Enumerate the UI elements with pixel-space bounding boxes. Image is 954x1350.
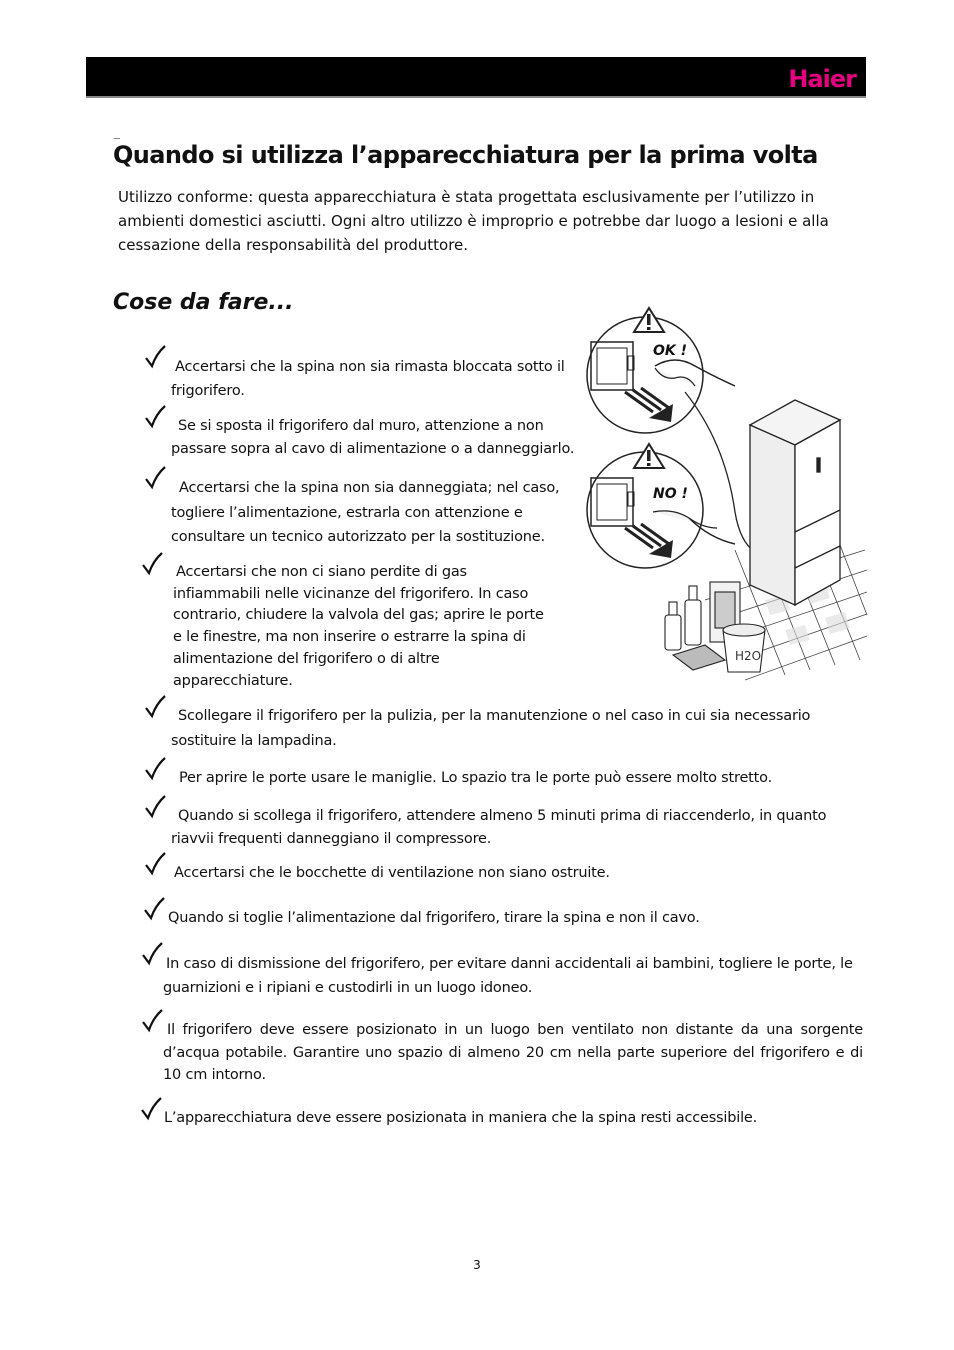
list-item: Se si sposta il frigorifero dal muro, attenzione a non passare sopra al cavo di alimentazione o a danneggiarlo.: [171, 418, 575, 457]
intro-paragraph: Utilizzo conforme: questa apparecchiatura è stata progettata esclusivamente per l’utilizzo in ambienti domestici asciutti. Ogni altro utilizzo è improprio e potrebbe dar luogo a lesioni e alla cessazione della responsabilità del produttore.: [118, 188, 829, 254]
list-item: Accertarsi che la spina non sia danneggiata; nel caso, togliere l’alimentazione, estrarla con attenzione e consultare un tecnico autorizzato per la sostituzione.: [171, 480, 560, 545]
divider-mark: [114, 138, 120, 139]
checkmark-icon: [144, 694, 166, 720]
list-item: In caso di dismissione del frigorifero, per evitare danni accidentali ai bambini, togliere le porte, le guarnizioni e i ripiani e custodirli in un luogo idoneo.: [163, 956, 853, 996]
brand-logo: Haier: [788, 65, 856, 93]
ok-label: OK !: [653, 343, 688, 359]
list-item: L’apparecchiatura deve essere posizionata in maniera che la spina resti accessibile.: [164, 1110, 758, 1126]
list-item: Per aprire le porte usare le maniglie. Lo spazio tra le porte può essere molto stretto.: [179, 770, 772, 786]
page-number: 3: [473, 1258, 481, 1272]
section-title: Cose da fare...: [113, 290, 294, 315]
fridge-safety-illustration: [585, 300, 870, 685]
checkmark-icon: [143, 896, 165, 922]
fridge-drawing: [750, 400, 840, 605]
checkmark-icon: [144, 794, 166, 820]
list-item: Accertarsi che la spina non sia rimasta bloccata sotto il frigorifero.: [171, 359, 565, 399]
list-item: Quando si toglie l’alimentazione dal frigorifero, tirare la spina e non il cavo.: [168, 910, 700, 926]
list-item: Il frigorifero deve essere posizionato in un luogo ben ventilato non distante da una sorgente d’acqua potabile. Garantire uno spazio di almeno 20 cm nella parte superiore del frigorifero e di 10 cm intorno.: [163, 1022, 863, 1083]
list-item: Scollegare il frigorifero per la pulizia, per la manutenzione o nel caso in cui sia necessario sostituire la lampadina.: [171, 708, 811, 749]
checkmark-icon: [141, 941, 163, 967]
no-circle: [587, 452, 703, 568]
checkmark-icon: [144, 465, 166, 491]
list-item: Quando si scollega il frigorifero, attendere almeno 5 minuti prima di riaccenderlo, in quanto riavvii frequenti danneggiano il compressore.: [171, 808, 827, 847]
page-title: Quando si utilizza l’apparecchiatura per la prima volta: [113, 141, 818, 169]
checkmark-icon: [140, 1096, 162, 1122]
checkmark-icon: [144, 851, 166, 877]
checkmark-icon: [144, 404, 166, 430]
list-item: Accertarsi che le bocchette di ventilazione non siano ostruite.: [174, 865, 610, 881]
checkmark-icon: [144, 756, 166, 782]
checkmark-icon: [141, 551, 163, 577]
header-bar: [86, 57, 866, 98]
no-label: NO !: [653, 486, 688, 502]
bucket-label: H2O: [735, 649, 762, 663]
checkmark-icon: [144, 344, 166, 370]
list-item: Accertarsi che non ci siano perdite di gas infiammabili nelle vicinanze del frigorifero. In caso contrario, chiudere la valvola del gas; aprire le porte e le finestre, ma non inserire o estrarre la spina di alimentazione del frigorifero o di altre apparecchiature.: [173, 564, 544, 689]
checkmark-icon: [141, 1008, 163, 1034]
ok-circle: [587, 317, 703, 433]
